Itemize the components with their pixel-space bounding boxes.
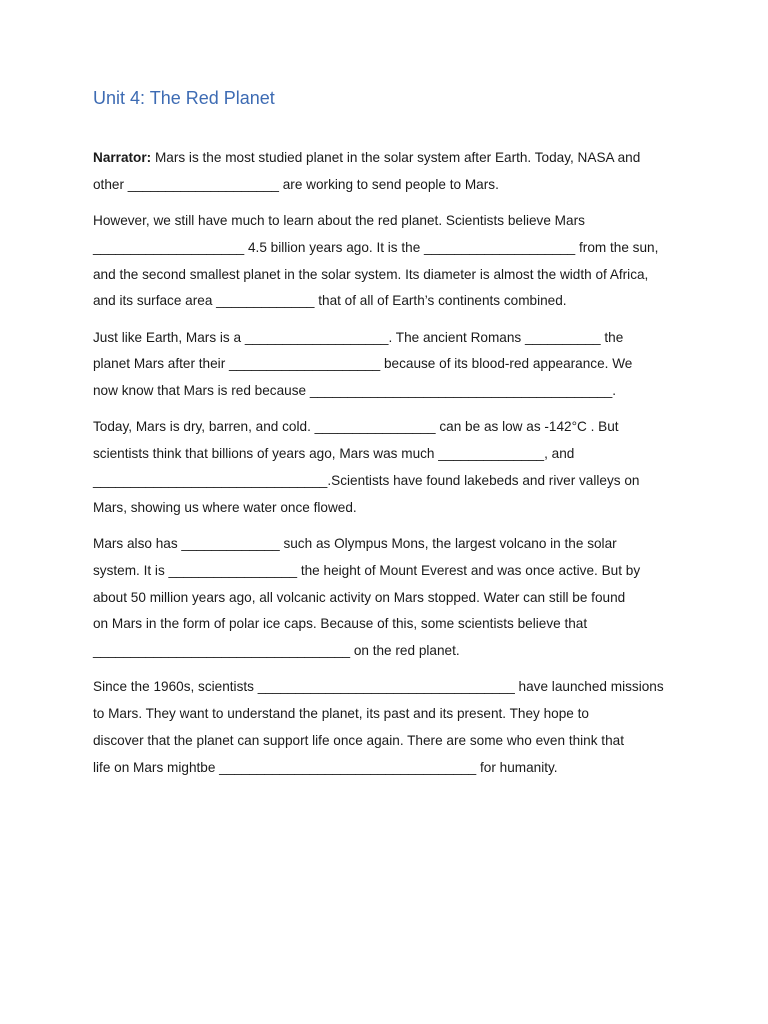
text-line: about 50 million years ago, all volcanic activity on Mars stopped. Water can still be found [93, 589, 626, 605]
worksheet-page [93, 86, 683, 791]
paragraph-formation [93, 208, 683, 315]
text-line: other ____________________ are working to send people to Mars. [93, 176, 499, 192]
text-line: to Mars. They want to understand the planet, its past and its present. They hope to [93, 706, 589, 722]
paragraph-red-color [93, 325, 683, 405]
text-line: Mars also has _____________ such as Olympus Mons, the largest volcano in the solar [93, 535, 617, 551]
text-line: system. It is _________________ the height of Mount Everest and was once active. But by [93, 562, 641, 578]
page-title: Unit 4: The Red Planet [93, 88, 275, 108]
text-line: Just like Earth, Mars is a ___________________. The ancient Romans __________ the [93, 329, 624, 345]
text-line: and the second smallest planet in the solar system. Its diameter is almost the width of Africa, [93, 266, 649, 282]
text-line: However, we still have much to learn about the red planet. Scientists believe Mars [93, 212, 585, 228]
narrator-label: Narrator: [93, 150, 152, 165]
paragraph-volcanoes [93, 531, 683, 665]
paragraph-missions [93, 674, 683, 781]
text-line: Today, Mars is dry, barren, and cold. ________________ can be as low as -142°C . But [93, 419, 619, 435]
text-line: discover that the planet can support life once again. There are some who even think that [93, 732, 624, 748]
text-line: _______________________________.Scientists have found lakebeds and river valleys on [93, 472, 640, 488]
text-line: __________________________________ on the red planet. [93, 643, 460, 659]
text-line [93, 145, 683, 172]
text-line: life on Mars mightbe __________________________________ for humanity. [93, 759, 558, 775]
text-line: Since the 1960s, scientists __________________________________ have launched missions [93, 679, 664, 695]
text-line: planet Mars after their ____________________ because of its blood-red appearance. We [93, 356, 633, 372]
text-line: now know that Mars is red because ________________________________________. [93, 383, 617, 399]
text-line: scientists think that billions of years ago, Mars was much ______________, and [93, 446, 575, 462]
paragraph-narrator [93, 145, 683, 199]
text-line: Mars, showing us where water once flowed. [93, 499, 357, 515]
text-line: ____________________ 4.5 billion years ago. It is the ____________________ from the sun, [93, 239, 659, 255]
paragraph-climate [93, 414, 683, 521]
text-line-content: Mars is the most studied planet in the solar system after Earth. Today, NASA and [151, 150, 641, 165]
text-line: and its surface area _____________ that of all of Earth’s continents combined. [93, 293, 567, 309]
text-line: on Mars in the form of polar ice caps. Because of this, some scientists believe that [93, 616, 588, 632]
